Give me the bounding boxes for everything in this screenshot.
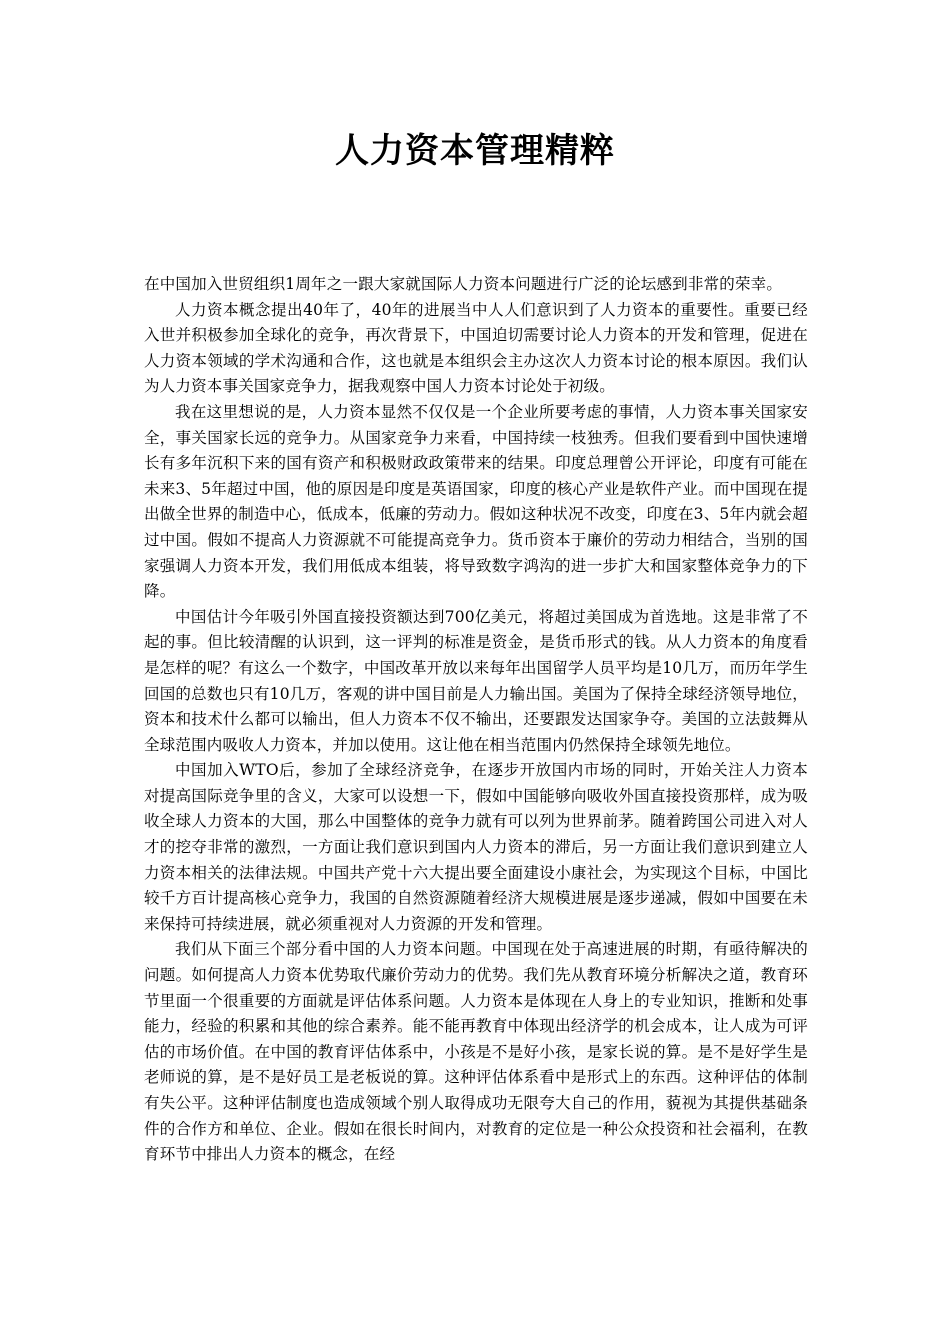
document-title: 人力资本管理精粹	[335, 131, 615, 171]
paragraph-5: 中国加入WTO后，参加了全球经济竞争，在逐步开放国内市场的同时，开始关注人力资本对提高国际竞争里的含义，大家可以设想一下，假如中国能够向吸收外国直接投资那样，成为吸收全球人力资本的大国，那么中国整体的竞争力就有可以列为世界前茅。随着跨国公司进入对人才的挖夺非常的激烈，一方面让我们意识到国内人力资本的滞后，另一方面让我们意识到建立人力资本相关的法律法规。中国共产党十六大提出要全面建设小康社会，为实现这个目标，中国比较千方百计提高核心竞争力，我国的自然资源随着经济大规模进展是逐步递减，假如中国要在未来保持可持续进展，就必须重视对人力资源的开发和管理。	[144, 761, 808, 933]
paragraph-3: 我在这里想说的是，人力资本显然不仅仅是一个企业所要考虑的事情，人力资本事关国家安全，事关国家长远的竞争力。从国家竞争力来看，中国持续一枝独秀。但我们要看到中国快速增长有多年沉积下来的国有资产和积极财政政策带来的结果。印度总理曾公开评论，印度有可能在未来3、5年超过中国，他的原因是印度是英语国家，印度的核心产业是软件产业。而中国现在提出做全世界的制造中心，低成本，低廉的劳动力。假如这种状况不改变，印度在3、5年内就会超过中国。假如不提高人力资源就不可能提高竞争力。货币资本于廉价的劳动力相结合，当别的国家强调人力资本开发，我们用低成本组装，将导致数字鸿沟的进一步扩大和国家整体竞争力的下降。	[144, 402, 808, 601]
paragraph-4: 中国估计今年吸引外国直接投资额达到700亿美元，将超过美国成为首选地。这是非常了不起的事。但比较清醒的认识到，这一评判的标准是资金，是货币形式的钱。从人力资本的角度看是怎样的呢？有这么一个数字，中国改革开放以来每年出国留学人员平均是10几万，而历年学生回国的总数也只有10几万，客观的讲中国目前是人力输出国。美国为了保持全球经济领导地位，资本和技术什么都可以输出，但人力资本不仅不输出，还要跟发达国家争夺。美国的立法鼓舞从全球范围内吸收人力资本，并加以使用。这让他在相当范围内仍然保持全球领先地位。	[144, 607, 808, 754]
paragraph-intro: 在中国加入世贸组织1周年之一跟大家就国际人力资本问题进行广泛的论坛感到非常的荣幸。	[144, 275, 783, 293]
paragraph-2: 人力资本概念提出40年了，40年的进展当中人人们意识到了人力资本的重要性。重要已经入世并积极参加全球化的竞争，再次背景下，中国迫切需要讨论人力资本的开发和管理，促进在人力资本领域的学术沟通和合作，这也就是本组织会主办这次人力资本讨论的根本原因。我们认为人力资本事关国家竞争力，据我观察中国人力资本讨论处于初级。	[144, 300, 808, 396]
paragraph-6: 我们从下面三个部分看中国的人力资本问题。中国现在处于高速进展的时期，有亟待解决的问题。如何提高人力资本优势取代廉价劳动力的优势。我们先从教育环境分析解决之道，教育环节里面一个很重要的方面就是评估体系问题。人力资本是体现在人身上的专业知识，推断和处事能力，经验的积累和其他的综合素养。能不能再教育中体现出经济学的机会成本，让人成为可评估的市场价值。在中国的教育评估体系中，小孩是不是好小孩，是家长说的算。是不是好学生是老师说的算，是不是好员工是老板说的算。这种评估体系看中是形式上的东西。这种评估的体制有失公平。这种评估制度也造成领域个别人取得成功无限夸大自己的作用，藐视为其提供基础条件的合作方和单位、企业。假如在很长时间内，对教育的定位是一种公众投资和社会福利，在教育环节中排出人力资本的概念，在经	[144, 940, 808, 1164]
document-body	[144, 272, 808, 1168]
